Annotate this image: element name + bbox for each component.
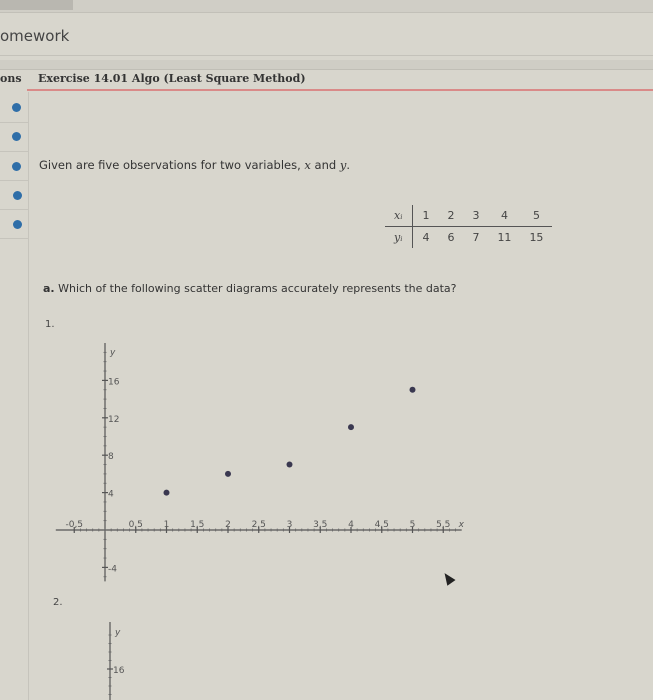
- x-tick-label: 0,5: [128, 520, 143, 530]
- data-point: [287, 462, 293, 468]
- x-tick-label: 2: [225, 520, 231, 530]
- table-cell: 4: [488, 205, 520, 227]
- x-tick-label: 1,5: [190, 520, 205, 530]
- y-tick-label: 8: [108, 452, 114, 463]
- x-tick-label: -0,5: [65, 520, 84, 530]
- data-point: [348, 424, 354, 430]
- y-tick-label: 4: [108, 489, 114, 500]
- table-cell: 1: [413, 205, 439, 227]
- data-point: [225, 471, 231, 477]
- tab-questions[interactable]: ons: [0, 72, 22, 85]
- table-cell: 5: [520, 205, 552, 227]
- x-tick-label: 3: [286, 520, 293, 530]
- table-cell: 6: [447, 231, 455, 244]
- row-header: yᵢ: [385, 227, 413, 249]
- page-title: omework: [0, 27, 70, 45]
- var-x: x: [304, 158, 311, 172]
- y-axis-label-option-2: y: [115, 628, 121, 638]
- x-tick-label: 4,5: [374, 520, 389, 530]
- option-2-label[interactable]: 2.: [53, 597, 63, 608]
- var-y: y: [339, 158, 347, 172]
- x-tick-label: 4: [348, 520, 354, 530]
- option-1-label[interactable]: 1.: [45, 319, 55, 330]
- y-axis-label: y: [110, 348, 116, 358]
- table-cell: 4: [422, 231, 430, 244]
- x-axis-label: x: [458, 520, 464, 530]
- x-tick-label: 5,5: [436, 520, 451, 530]
- x-tick-label: 3,5: [313, 520, 328, 530]
- x-tick-label: 2,5: [251, 520, 266, 530]
- table-cell: 15: [529, 231, 544, 244]
- part-a-prefix: a.: [43, 282, 55, 295]
- row-header: xᵢ: [385, 205, 413, 227]
- table-cell: 2: [438, 205, 463, 227]
- x-tick-label: 1: [163, 520, 170, 530]
- tab-exercise[interactable]: Exercise 14.01 Algo (Least Square Method): [38, 72, 306, 85]
- table-cell: 3: [463, 205, 488, 227]
- data-point: [164, 490, 170, 496]
- data-point: [410, 387, 416, 393]
- period: .: [346, 158, 351, 172]
- table-cell: 11: [497, 231, 512, 244]
- y-tick-label: -4: [108, 564, 117, 575]
- intro-text: Given are five observations for two variables,: [39, 158, 305, 172]
- and-text: and: [310, 158, 340, 172]
- x-tick-label: 5: [409, 520, 416, 530]
- y-tick-label: 16: [113, 666, 125, 676]
- part-a-text: Which of the following scatter diagrams accurately represents the data?: [54, 282, 457, 295]
- y-tick-label: 16: [108, 377, 120, 388]
- table-cell: 7: [472, 231, 480, 244]
- y-tick-label: 12: [108, 414, 120, 425]
